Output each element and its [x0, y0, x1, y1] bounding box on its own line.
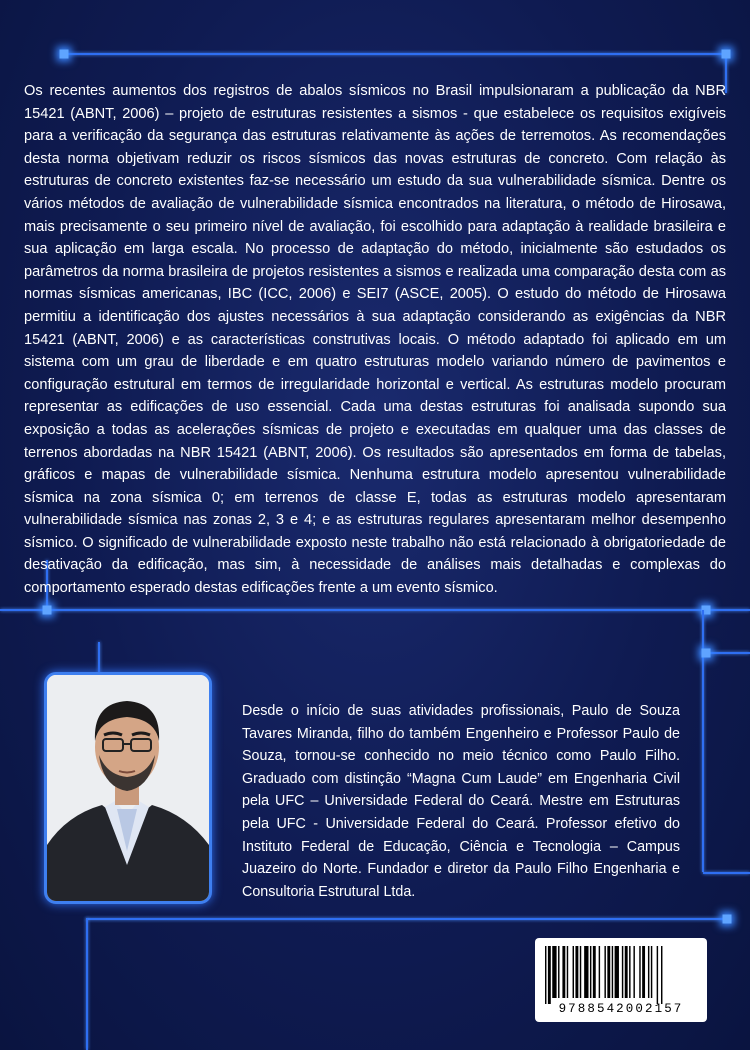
right-upper-node — [702, 649, 711, 658]
barcode-bar — [648, 946, 649, 998]
barcode-bar — [580, 946, 581, 998]
barcode-bar — [575, 946, 578, 998]
barcode-bar — [573, 946, 574, 998]
barcode-bar — [629, 946, 630, 998]
barcode-bars — [535, 942, 707, 1008]
isbn-barcode — [535, 938, 707, 1022]
barcode-bar — [558, 946, 559, 998]
bottom-frame-line — [86, 918, 726, 920]
barcode-bar — [661, 946, 662, 1004]
barcode-bar — [562, 946, 565, 998]
bottom-left-vertical-line — [86, 918, 88, 1050]
barcode-bar — [633, 946, 634, 998]
barcode-bar — [545, 946, 546, 1004]
barcode-bar — [552, 946, 556, 998]
barcode-bar — [651, 946, 652, 998]
barcode-bar — [584, 946, 588, 998]
barcode-bar — [567, 946, 568, 998]
barcode-bar — [607, 946, 610, 998]
barcode-bar — [593, 946, 596, 998]
author-photo — [44, 672, 212, 904]
abstract-paragraph: Os recentes aumentos dos registros de abalos sísmicos no Brasil impulsionaram a publicação da NBR 15421 (ABNT, 2006) – projeto de estruturas resistentes a sismos - que estabelece os requisitos exigíveis para a verificação da segurança das estruturas relativamente às ações de terremotos. As recomendações desta norma objetivam reduzir os riscos sísmicos das novas estruturas de concreto. Com relação às estruturas de concreto existentes faz-se necessário um estudo da sua vulnerabilidade sísmica. Dentre os vários métodos de avaliação de vulnerabilidade sísmica encontrados na literatura, o método de Hirosawa, mais precisamente o seu primeiro nível de avaliação, foi escolhido para adaptação à realidade brasileira e sua aplicação em larga escala. No processo de adaptação do método, inicialmente são estudados os parâmetros da norma brasileira de projetos resistentes a sismos e realizada uma comparação desta com as normas sísmicas americanas, IBC (ICC, 2006) e SEI7 (ASCE, 2005). O estudo do método de Hirosawa permitiu a identificação dos ajustes necessários à sua adaptação considerando as exigências da NBR 15421 (ABNT, 2006) e as características construtivas locais. O método adaptado foi aplicado em um sistema com um grau de liberdade e em quatro estruturas modelo variando número de pavimentos e configuração estrutural em termos de irregularidade horizontal e vertical. As estruturas modelo procuram representar as edificações de uso essencial. Cada uma destas estruturas foi analisada supondo sua exposição a todas as acelerações sísmicas de projeto e executadas em qualquer uma das classes de terrenos abordadas na NBR 15421 (ABNT, 2006). Os resultados são apresentados em forma de tabelas, gráficos e mapas de vulnerabilidade sísmica. Nenhuma estrutura modelo apresentou vulnerabilidade sísmica na zona sísmica 0; em terrenos de classe E, todas as estruturas modelo apresentaram vulnerabilidade sísmica nas zonas 2, 3 e 4; e as estruturas regulares apresentaram melhor desempenho sísmico. O significado de vulnerabilidade exposto neste trabalho não está relacionado à obrigatoriedade de desativação da edificação, mas sim, à necessidade de análises mais detalhadas e complexas do comportamento esperado destas edificações frente a um evento sísmico. — [24, 83, 726, 597]
isbn-number: 9788542002157 — [558, 1002, 684, 1016]
top-frame-line — [64, 53, 724, 55]
top-right-node — [722, 50, 731, 59]
barcode-bar — [615, 946, 619, 998]
author-left-connector — [98, 642, 100, 674]
barcode-bar — [599, 946, 600, 998]
bottom-right-node — [723, 915, 732, 924]
top-left-node — [60, 50, 69, 59]
mid-frame-line — [0, 609, 750, 611]
barcode-bar — [548, 946, 551, 1004]
mid-left-node — [43, 606, 52, 615]
barcode-bar — [625, 946, 628, 998]
barcode-bar — [590, 946, 591, 998]
author-bio-paragraph: Desde o início de suas atividades profissionais, Paulo de Souza Tavares Miranda, filho do também Engenheiro e Professor Paulo de Souza, tornou-se conhecido no meio técnico como Paulo Filho. Graduado com distinção “Magna Cum Laude” em Engenharia Civil pela UFC – Universidade Federal do Ceará. Mestre em Estruturas pela UFC - Universidade Federal do Ceará. Professor efetivo do Instituto Federal de Educação, Ciência e Tecnologia – Campus Juazeiro do Norte. Fundador e diretor da Paulo Filho Engenharia e Consultoria Estrutural Ltda. — [242, 703, 680, 900]
barcode-bar — [657, 946, 658, 1004]
barcode-bar — [639, 946, 640, 998]
barcode-bar — [642, 946, 645, 998]
barcode-bar — [604, 946, 605, 998]
right-mid-line — [703, 872, 750, 874]
barcode-bar — [622, 946, 623, 998]
barcode-bar — [612, 946, 613, 998]
